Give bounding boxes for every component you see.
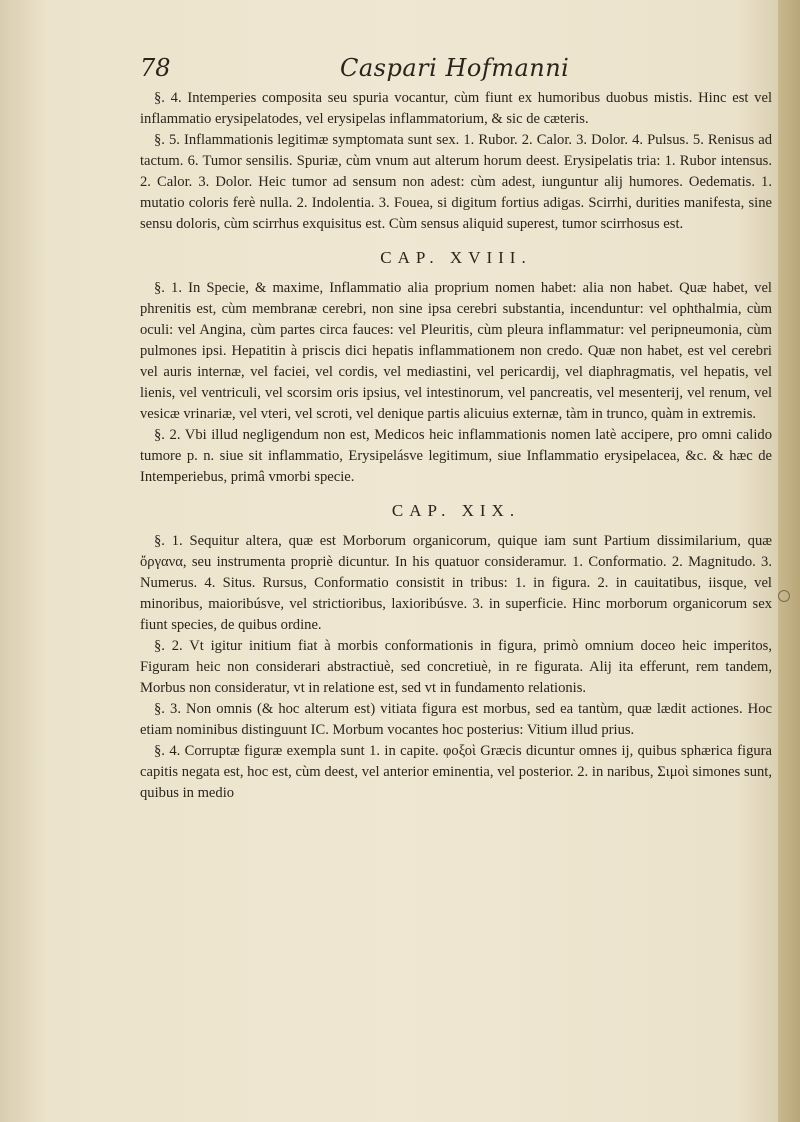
paragraph: §. 5. Inflammationis legitimæ symptomata sunt sex. 1. Rubor. 2. Calor. 3. Dolor. 4. Pulsus. 5. Renisus ad tactum. 6. Tumor sensilis. Spuriæ, cùm vnum aut alterum horum deest. Erysipelatis tria: 1. Rubor intensus. 2. Calor. 3. Dolor. Heic tumor ad sensum non adest: cùm adest, iunguntur alij humores. Oedematis. 1. mutatio coloris ferè nulla. 2. Indolentia. 3. Fouea, si digitum fortius adigas. Scirrhi, durities manifesta, sine sensu doloris, cùm scirrhus exquisitus est. Cùm sensus aliquid superest, tumor scirrhosus est.: [140, 132, 772, 232]
paragraph: §. 2. Vt igitur initium fiat à morbis conformationis in figura, primò omnium doceo heic imperitos, Figuram heic non considerari abstractiuè, sed concretiuè, in re figurata. Alij ita efferunt, rem tandem, Morbus non consideratur, vt in relatione est, sed vt in fundamento relationis.: [140, 638, 772, 696]
chapter-heading: CAP. XIX.: [391, 501, 521, 520]
page-number: 78: [140, 54, 171, 82]
ink-mark-icon: [778, 590, 790, 602]
running-head: Caspari Hofmanni: [340, 54, 570, 82]
main-text: [140, 88, 772, 804]
paragraph: §. 2. Vbi illud negligendum non est, Medicos heic inflammationis nomen latè accipere, pro omni calido tumore p. n. siue sit inflammatio, Erysipelásve legitimum, siue Inflammatio erysipelacea, &c. & hæc de Intemperiebus, primâ vmorbi specie.: [140, 427, 772, 485]
paragraph: §. 3. Non omnis (& hoc alterum est) vitiata figura est morbus, sed ea tantùm, quæ lædit actiones. Hoc etiam nominibus distinguunt IC. Morbum vocantes hoc posterius: Vitium illud prius.: [140, 701, 772, 738]
chapter-heading: CAP. XVIII.: [380, 248, 532, 267]
paragraph: §. 1. In Specie, & maxime, Inflammatio alia proprium nomen habet: alia non habet. Quæ habet, vel phrenitis est, cùm membranæ cerebri, non sine ipsa cerebri substantia, incenduntur: vel ophthalmia, cùm oculi: vel Angina, cùm partes circa fauces: vel Pleuritis, cùm pleura inflammatur: vel peripneumonia, cùm pulmones ipsi. Hepatitin à priscis dici hepatis inflammationem non credo. Quæ non habet, est vel cerebri vel auris internæ, vel faciei, vel cordis, vel mediastini, vel pericardij, vel diaphragmatis, vel hepatis, vel lienis, vel ventriculi, vel scorsim oris ipsius, vel intestinorum, vel pancreatis, vel mesenterij, vel renum, vel vesicæ vrinariæ, vel vteri, vel scroti, vel denique partis alicuius externæ, tàm in trunco, quàm in extremis.: [140, 280, 772, 422]
paragraph: §. 1. Sequitur altera, quæ est Morborum organicorum, quique iam sunt Partium dissimilarium, quæ ὄργανα, seu instrumenta propriè dicuntur. In his quatuor consideramur. 1. Conformatio. 2. Magnitudo. 3. Numerus. 4. Situs. Rursus, Conformatio consistit in tribus: 1. in figura. 2. in cauitatibus, iisque, vel minoribus, maioribúsve, vel strictioribus, laxioribúsve. 3. in superficie. Hinc morborum organicorum sex fiunt species, de quibus ordine.: [140, 533, 772, 633]
page-header: [140, 54, 740, 84]
paragraph: §. 4. Corruptæ figuræ exempla sunt 1. in capite. φοξοὶ Græcis dicuntur omnes ij, quibus sphærica figura capitis negata est, hoc est, cùm deest, vel anterior eminentia, vel posterior. 2. in naribus, Σιμοὶ simones sunt, quibus in medio: [140, 743, 772, 801]
page-edge: [778, 0, 800, 1122]
paragraph: §. 4. Intemperies composita seu spuria vocantur, cùm fiunt ex humoribus duobus mistis. Hinc est vel inflammatio erysipelatodes, vel erysipelas inflammatorium, & sic de cæteris.: [140, 90, 772, 127]
